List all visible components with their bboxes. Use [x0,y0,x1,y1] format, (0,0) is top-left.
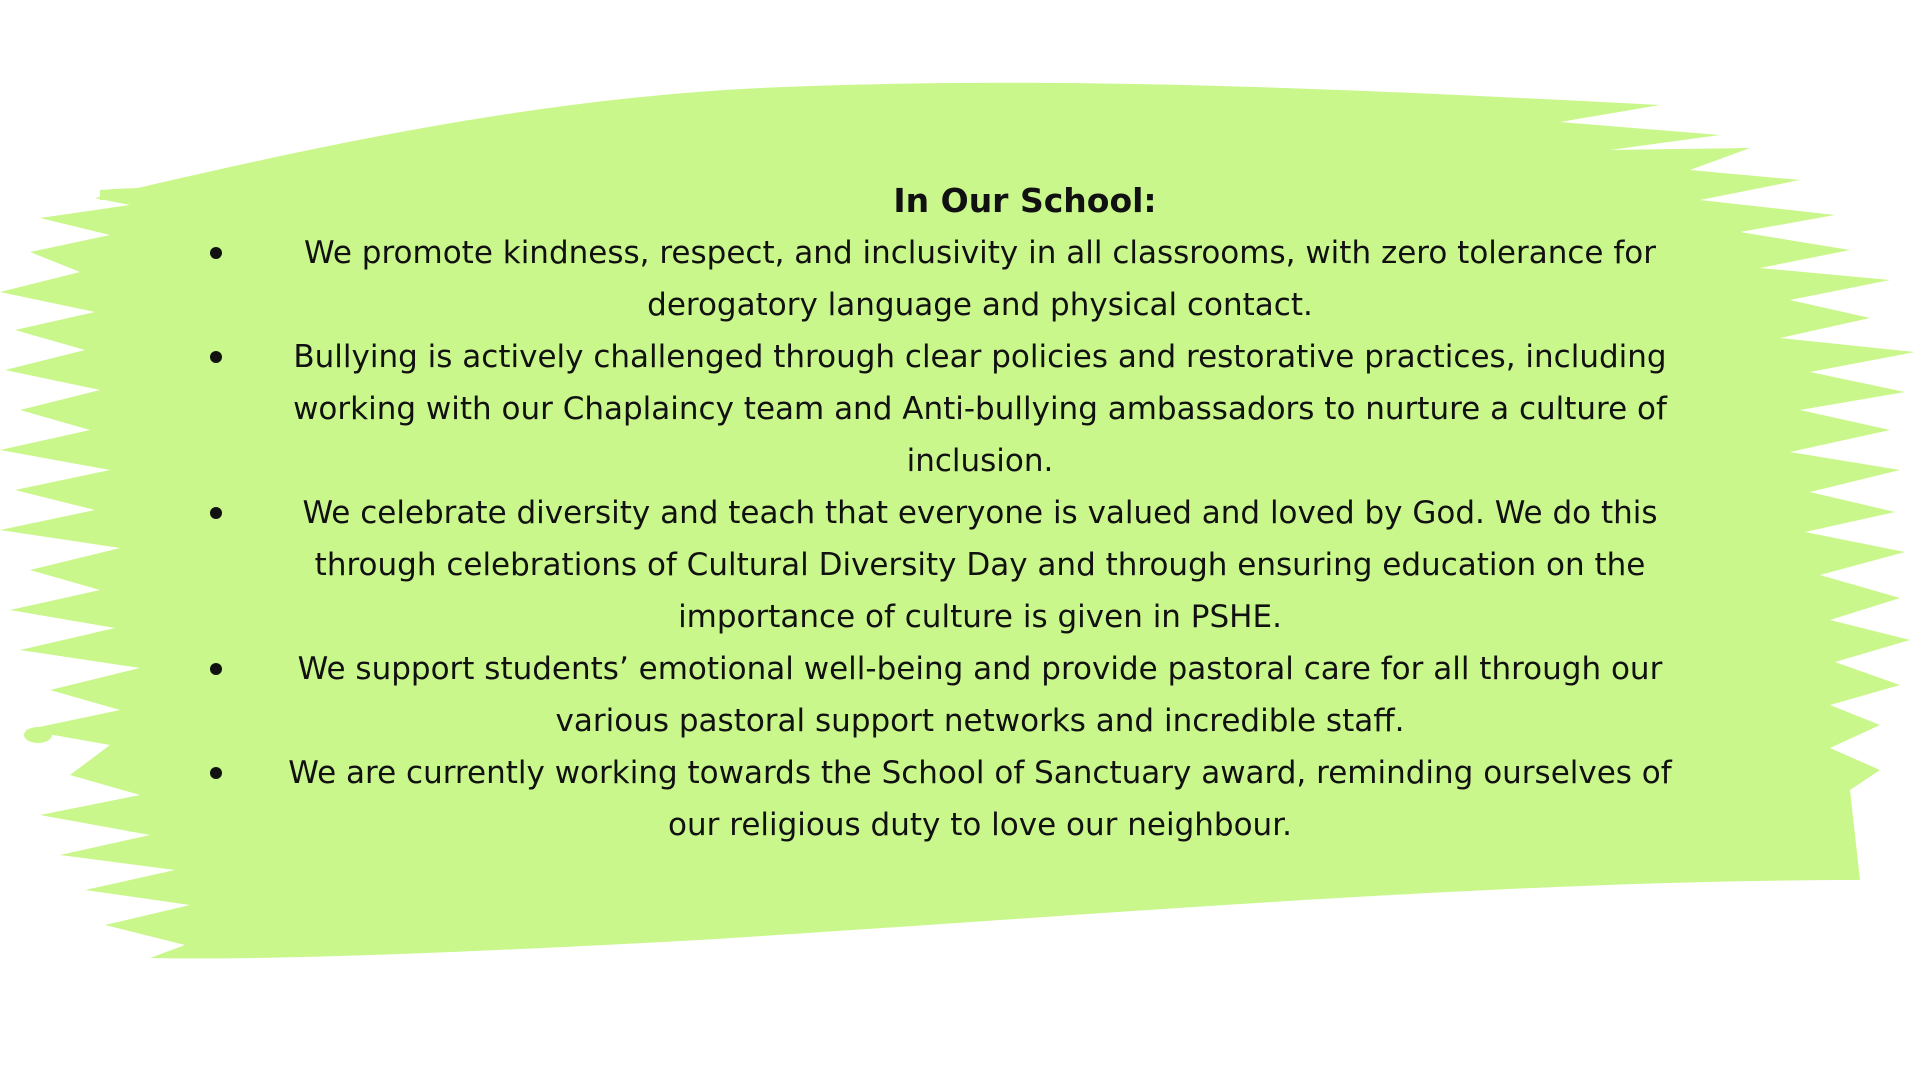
bullet-list [200,227,1720,851]
bullet-icon [210,663,222,675]
list-item-text: We celebrate diversity and teach that everyone is valued and loved by God. We do this through celebrations of Cultural Diversity Day and through ensuring education on the importance of culture is given in PSHE. [302,495,1658,635]
bullet-icon [210,767,222,779]
list-item-text: We support students’ emotional well-being and provide pastoral care for all through our various pastoral support networks and incredible staff. [297,651,1663,739]
bullet-icon [210,351,222,363]
list-item [200,227,1720,331]
content-block [200,175,1720,851]
list-item-text: We are currently working towards the School of Sanctuary award, reminding ourselves of our religious duty to love our neighbour. [288,755,1672,843]
bullet-icon [210,507,222,519]
list-item-text: We promote kindness, respect, and inclusivity in all classrooms, with zero tolerance for derogatory language and physical contact. [304,235,1656,323]
bullet-icon [210,247,222,259]
list-item [200,331,1720,487]
list-item [200,643,1720,747]
list-item-text: Bullying is actively challenged through clear policies and restorative practices, including working with our Chaplaincy team and Anti-bullying ambassadors to nurture a culture of inclusion. [293,339,1667,479]
list-item [200,487,1720,643]
heading: In Our School: [893,181,1157,220]
list-item [200,747,1720,851]
